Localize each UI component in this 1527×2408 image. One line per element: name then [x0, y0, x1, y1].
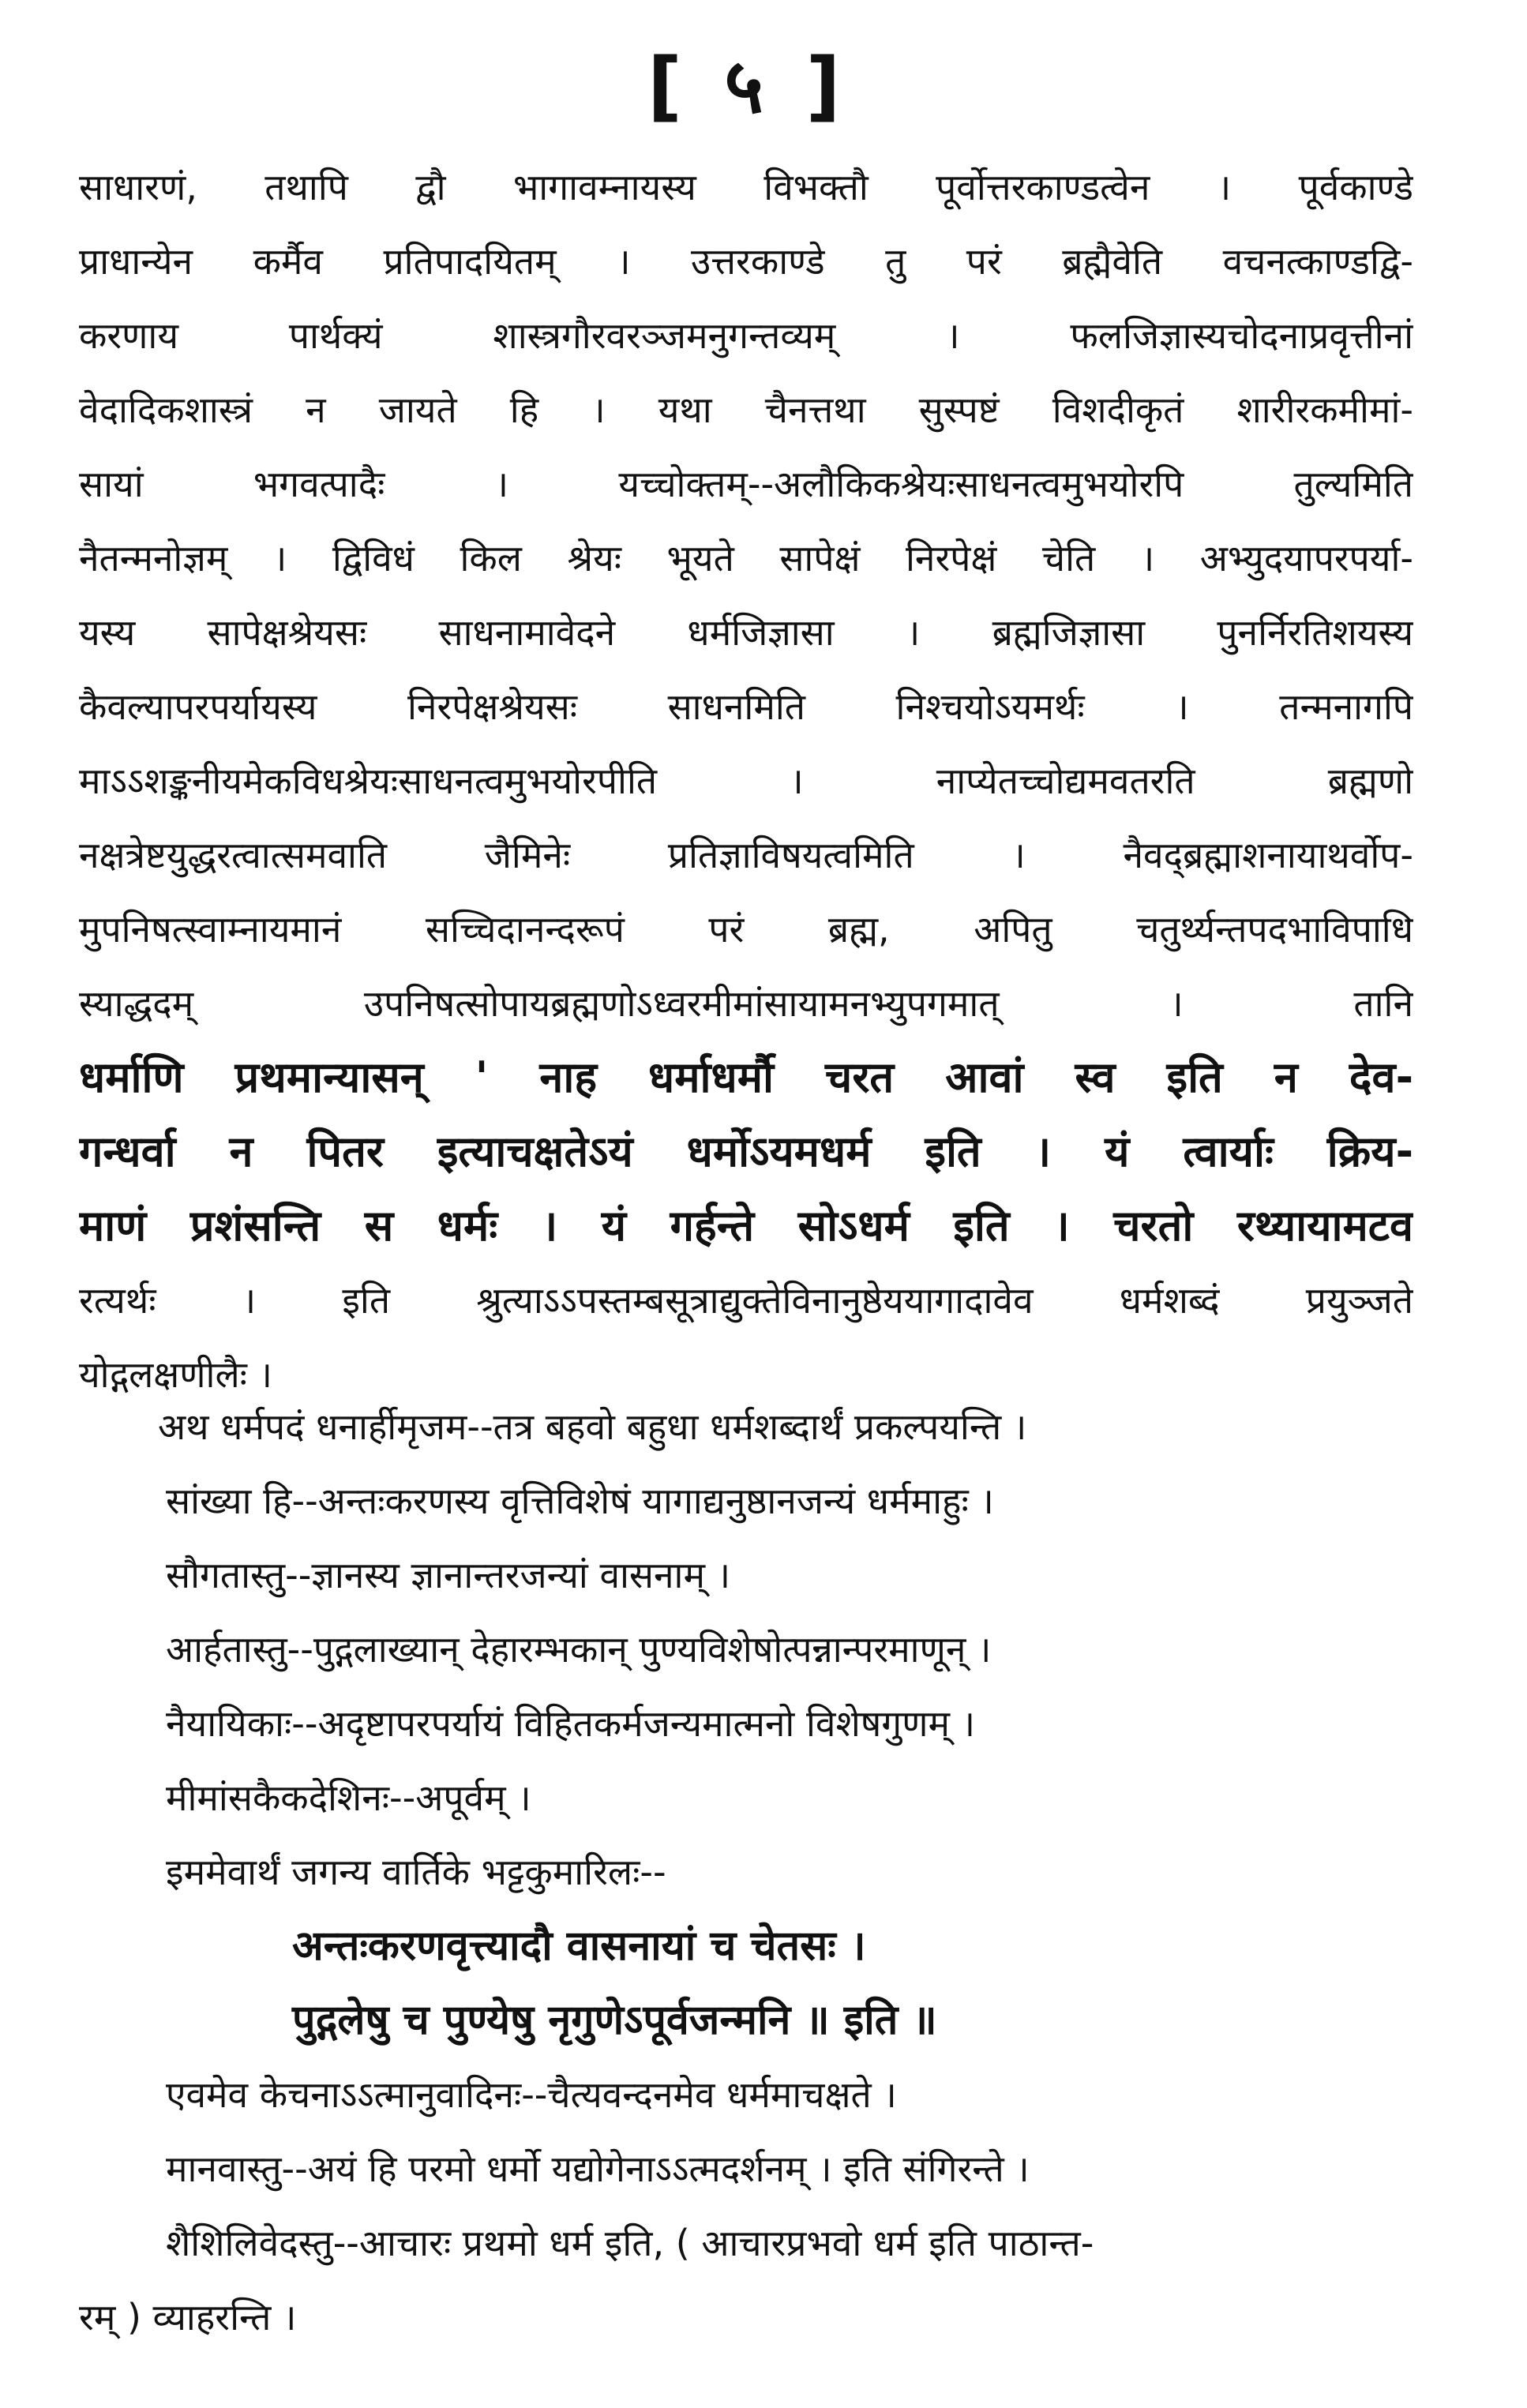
text-line: प्राधान्येन कर्मैव प्रतिपादयितम् । उत्तरकाण्डे तु परं ब्रह्मैवेति वचनत्काण्डद्वि- — [79, 240, 1413, 283]
list-item: एवमेव केचनाऽऽत्मानुवादिनः--चैत्यवन्दनमेव धर्ममाचक्षते । — [166, 2073, 897, 2116]
text-line: नक्षत्रेष्टयुद्धरत्वात्समवाति जैमिनेः प्रतिज्ञाविषयत्वमिति । नैवद्ब्रह्माशनायाथर्वोप- — [79, 834, 1413, 876]
text-line: यस्य सापेक्षश्रेयसः साधनामावेदने धर्मजिज्ञासा । ब्रह्मजिज्ञासा पुनर्निरतिशयस्य — [79, 611, 1413, 654]
list-item: आर्हतास्तु--पुद्गलाख्यान् देहारम्भकान् पुण्यविशेषोत्पन्नान्परमाणून् । — [166, 1628, 992, 1671]
list-item: सांख्या हि--अन्तःकरणस्य वृत्तिविशेषं यागाद्यनुष्ठानजन्यं धर्ममाहुः । — [166, 1480, 994, 1522]
quoted-text-line: धर्माणि प्रथमान्यासन् ' नाह धर्माधर्मौ चरत आवां स्व इति न देव- — [79, 1052, 1413, 1102]
quoted-text-line: गन्धर्वा न पितर इत्याचक्षतेऽयं धर्मोऽयमधर्म इति । यं त्वार्याः क्रिय- — [79, 1127, 1413, 1176]
text-line: वेदादिकशास्त्रं न जायते हि । यथा चैनत्तथा सुस्पष्टं विशदीकृतं शारीरकमीमां- — [79, 388, 1413, 431]
text-line: मुपनिषत्स्वाम्नायमानं सच्चिदानन्दरूपं परं ब्रह्म, अपितु चतुर्थ्यन्तपदभाविपाधि — [79, 908, 1413, 951]
text-line: साधारणं, तथापि द्वौ भागावम्नायस्य विभक्तौ पूर्वोत्तरकाण्डत्वेन । पूर्वकाण्डे — [79, 166, 1413, 208]
text-line: रम् ) व्याहरन्ति । — [79, 2296, 297, 2339]
list-item: अथ धर्मपदं धनार्हीमृजम--तत्र बहवो बहुधा धर्मशब्दार्थं प्रकल्पयन्ति । — [158, 1405, 1027, 1448]
quoted-text-line: माणं प्रशंसन्ति स धर्मः । यं गर्हन्ते सोऽधर्म इति । चरतो रथ्यायामटव — [79, 1201, 1413, 1251]
list-item: सौगतास्तु--ज्ञानस्य ज्ञानान्तरजन्यां वासनाम् । — [166, 1554, 731, 1596]
text-line: रत्यर्थः । इति श्रुत्याऽऽपस्तम्बसूत्राद्युक्तेविनानुष्ठेययागादावेव धर्मशब्दं प्रयुञ्जते — [79, 1279, 1413, 1322]
text-line: कैवल्यापरपर्यायस्य निरपेक्षश्रेयसः साधनमिति निश्चयोऽयमर्थः । तन्मनागपि — [79, 685, 1413, 728]
text-line: माऽऽशङ्कनीयमेकविधश्रेयःसाधनत्वमुभयोरपीति । नाप्येतच्चोद्यमवतरति ब्रह्मणो — [79, 760, 1413, 802]
list-item: मीमांसकैकदेशिनः--अपूर्वम् । — [166, 1776, 531, 1819]
main-paragraph — [79, 150, 1413, 1412]
list-item: शैशिलिवेदस्तु--आचारः प्रथमो धर्म इति, ( आचारप्रभवो धर्म इति पाठान्त- — [166, 2222, 1094, 2264]
list-item: मानवास्तु--अयं हि परमो धर्मो यद्योगेनाऽऽत्मदर्शनम् । इति संगिरन्ते । — [166, 2147, 1030, 2190]
dharma-definitions-list — [79, 1390, 1413, 2354]
text-line: सायां भगवत्पादैः । यच्चोक्तम्--अलौकिकश्रेयःसाधनत्वमुभयोरपि तुल्यमिति — [79, 463, 1413, 505]
text-line: करणाय पार्थक्यं शास्त्रगौरवरञ्जमनुगन्तव्यम् । फलजिज्ञास्यचोदनाप्रवृत्तीनां — [79, 314, 1413, 357]
list-item: इममेवार्थं जगन्य वार्तिके भट्टकुमारिलः-- — [166, 1851, 666, 1893]
list-item: नैयायिकाः--अदृष्टापरपर्यायं विहितकर्मजन्यमात्मनो विशेषगुणम् । — [166, 1702, 976, 1745]
page-number: [ ५ ] — [647, 42, 849, 130]
text-line: स्याद्धदम् उपनिषत्सोपायब्रह्मणोऽध्वरमीमांसायामनभ्युपगमात् । तानि — [79, 982, 1413, 1025]
text-line: नैतन्मनोज्ञम् । द्विविधं किल श्रेयः भूयते सापेक्षं निरपेक्षं चेति । अभ्युदयापरपर्या- — [79, 537, 1413, 579]
text-line: योद्गलक्षणीलैः । — [79, 1353, 272, 1396]
verse-line: अन्तःकरणवृत्त्यादौ वासनायां च चेतसः । — [292, 1922, 866, 1970]
verse-line: पुद्गलेषु च पुण्येषु नृगुणेऽपूर्वजन्मनि ॥ इति ॥ — [292, 1997, 937, 2044]
